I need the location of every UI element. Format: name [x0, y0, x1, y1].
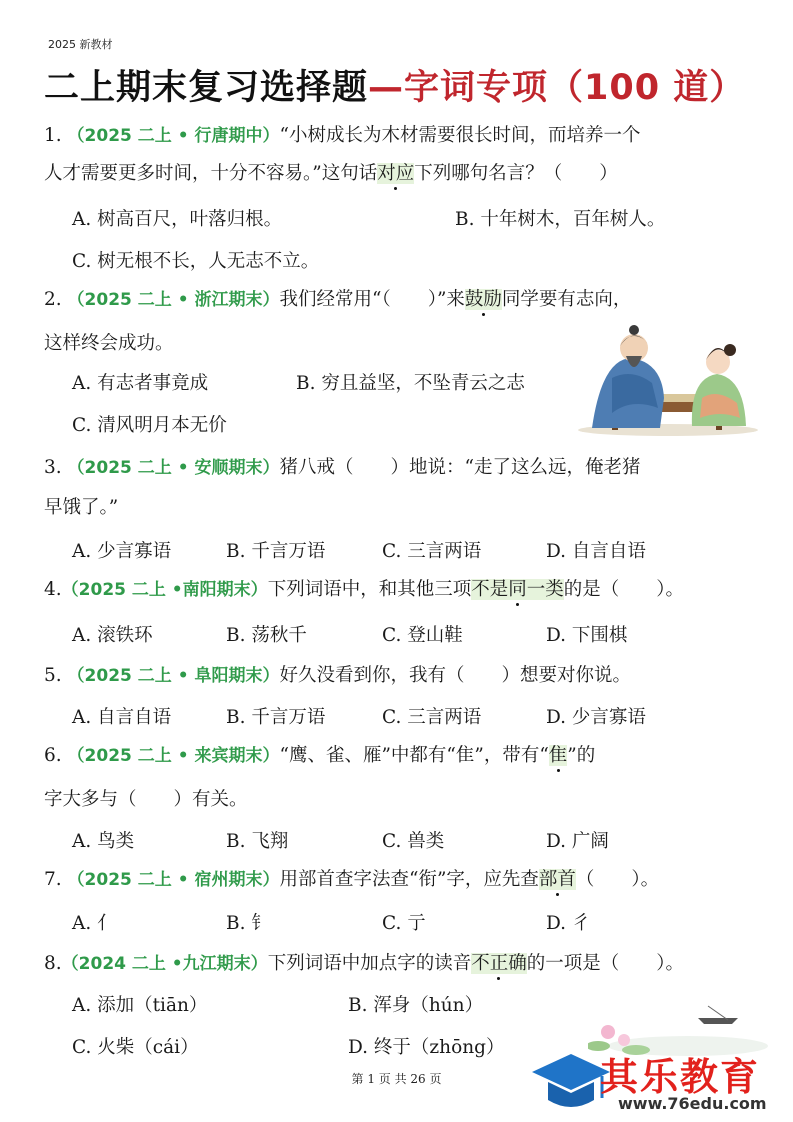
page-title — [44, 60, 745, 110]
question-source: （2025 二上 • 来宾期末） — [67, 746, 280, 766]
option-b: B. 千言万语 — [226, 707, 326, 728]
option-a: A. 滚铁环 — [72, 625, 153, 646]
question-source: （2024 二上 •九江期末） — [61, 954, 268, 974]
option-d: D. 自言自语 — [546, 541, 646, 562]
option-b: B. 荡秋千 — [226, 625, 307, 646]
question-number: 1. — [44, 125, 62, 146]
option-d: D. 终于（zhōng） — [348, 1037, 505, 1058]
question-source: （2025 二上 •南阳期末） — [61, 580, 268, 600]
question-1-line1 — [44, 124, 640, 148]
page-footer: 第 1 页 共 26 页 — [351, 1072, 442, 1086]
title-sub: —字词专项（100 道） — [368, 68, 746, 108]
question-6-line2: 字大多与（ ）有关。 — [44, 789, 248, 810]
option-d: D. 少言寡语 — [546, 707, 646, 728]
option-c: C. 火柴（cái） — [72, 1037, 199, 1058]
dotted-text: 不是同一类 — [471, 579, 564, 600]
option-a: A. 添加（tiān） — [72, 995, 208, 1016]
highlighted-word — [471, 953, 527, 974]
question-1-line2 — [44, 162, 618, 186]
option-d: D. 广阔 — [546, 831, 609, 852]
dotted-text: 对应 — [377, 163, 415, 184]
option-c: C. 树无根不长，人无志不立。 — [72, 251, 320, 272]
question-source: （2025 二上 • 浙江期末） — [67, 290, 280, 310]
question-number: 3. — [44, 457, 62, 478]
question-number: 2. — [44, 289, 62, 310]
option-c: C. 三言两语 — [382, 541, 482, 562]
question-2-line2: 这样终会成功。 — [44, 333, 174, 354]
question-text: 人才需要更多时间，十分不容易。”这句话 — [44, 163, 378, 184]
option-c: C. 三言两语 — [382, 707, 482, 728]
option-d: D. 彳 — [546, 913, 591, 934]
question-number: 4. — [44, 579, 62, 600]
option-b: B. 穷且益坚，不坠青云之志 — [296, 373, 525, 394]
question-text: “小树成长为木材需要很长时间，而培养一个 — [279, 125, 641, 146]
highlighted-word — [549, 745, 568, 766]
option-b: B. 浑身（hún） — [348, 995, 484, 1016]
question-text: 下列词语中加点字的读音 — [267, 953, 472, 974]
dotted-text: 鼓励 — [464, 289, 502, 310]
title-main: 二上期末复习选择题 — [44, 68, 369, 108]
option-a: A. 亻 — [72, 913, 116, 934]
question-3-line1 — [44, 456, 640, 480]
question-7-line1 — [44, 868, 659, 892]
question-3-line2: 早饿了。” — [44, 497, 119, 518]
question-number: 8. — [44, 953, 62, 974]
question-text: （ ）。 — [575, 869, 660, 890]
question-8-line1 — [44, 952, 684, 976]
question-text: ”的 — [567, 745, 596, 766]
option-c: C. 清风明月本无价 — [72, 415, 227, 436]
question-source: （2025 二上 • 行唐期中） — [67, 126, 280, 146]
question-text: “鹰、雀、雁”中都有“隹”，带有“ — [279, 745, 549, 766]
option-a: A. 少言寡语 — [72, 541, 172, 562]
dotted-text: 隹 — [548, 745, 568, 766]
option-a: A. 树高百尺，叶落归根。 — [72, 209, 283, 230]
question-text: 下列词语中，和其他三项 — [267, 579, 472, 600]
option-a: A. 有志者事竟成 — [72, 373, 209, 394]
question-source: （2025 二上 • 阜阳期末） — [67, 666, 280, 686]
dotted-text: 部首 — [538, 869, 576, 890]
question-5-line1 — [44, 664, 631, 688]
question-text: 猪八戒（ ）地说：“走了这么远，俺老猪 — [279, 457, 641, 478]
header-tag: 2025 新教材 — [48, 38, 113, 51]
question-source: （2025 二上 • 宿州期末） — [67, 870, 280, 890]
question-2-line1 — [44, 288, 631, 312]
option-b: B. 钅 — [226, 913, 270, 934]
dotted-text: 不正确 — [471, 953, 527, 974]
highlighted-word — [377, 163, 414, 184]
question-text: 好久没看到你，我有（ ）想要对你说。 — [279, 665, 631, 686]
option-d: D. 下围棋 — [546, 625, 628, 646]
question-number: 6. — [44, 745, 62, 766]
option-b: B. 千言万语 — [226, 541, 326, 562]
highlighted-word — [471, 579, 564, 600]
question-text: 的是（ ）。 — [563, 579, 684, 600]
question-text: 下列哪句名言？（ ） — [414, 163, 618, 184]
option-c: C. 登山鞋 — [382, 625, 463, 646]
question-text: 的一项是（ ）。 — [526, 953, 684, 974]
option-a: A. 自言自语 — [72, 707, 172, 728]
question-number: 5. — [44, 665, 62, 686]
option-c: C. 兽类 — [382, 831, 445, 852]
option-b: B. 飞翔 — [226, 831, 289, 852]
brand-url: www.76edu.com — [618, 1094, 767, 1113]
highlighted-word — [539, 869, 576, 890]
question-6-line1 — [44, 744, 595, 768]
option-b: B. 十年树木，百年树人。 — [455, 209, 666, 230]
teacher-student-illustration — [572, 318, 764, 438]
question-4-line1 — [44, 578, 684, 602]
question-text: 我们经常用“（ ）”来 — [279, 289, 465, 310]
question-number: 7. — [44, 869, 62, 890]
highlighted-word — [465, 289, 502, 310]
question-text: 用部首查字法查“衔”字，应先查 — [279, 869, 539, 890]
question-text: 同学要有志向， — [501, 289, 632, 310]
option-a: A. 鸟类 — [72, 831, 135, 852]
option-c: C. 亍 — [382, 913, 426, 934]
brand-name: 其乐教育 — [600, 1055, 761, 1099]
question-source: （2025 二上 • 安顺期末） — [67, 458, 280, 478]
